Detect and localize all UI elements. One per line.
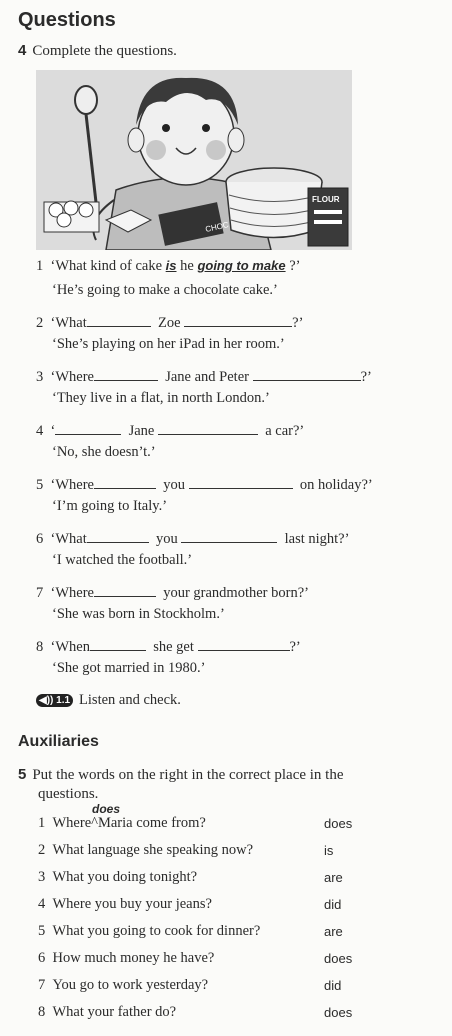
audio-track-badge[interactable]: ◀)) 1.1 <box>36 694 73 707</box>
question-8: 8 ‘When she get ?’ <box>36 636 301 656</box>
question-2: 2 ‘What Zoe ?’ <box>36 312 303 332</box>
answer-3: ‘They live in a flat, in north London.’ <box>52 390 270 406</box>
question-5: 5 ‘Where you on holiday?’ <box>36 474 373 494</box>
answer-blank[interactable] <box>90 636 146 651</box>
answer-1: ‘He’s going to make a chocolate cake.’ <box>52 282 278 298</box>
question-1: 1 ‘What kind of cake is he going to make ?’ <box>36 258 301 274</box>
answer-2: ‘She’s playing on her iPad in her room.’ <box>52 336 285 352</box>
aux-word: is <box>324 843 334 858</box>
aux-question-7: 7 You go to work yesterday? <box>38 977 209 993</box>
listen-and-check[interactable]: ◀)) 1.1 Listen and check. <box>36 692 181 709</box>
aux-question-5: 5 What you going to cook for dinner? <box>38 923 261 939</box>
boy-baking-illustration <box>36 70 352 250</box>
answer-blank[interactable] <box>94 366 158 381</box>
answer-blank[interactable] <box>189 474 293 489</box>
insertion-caret-icon: ^ <box>91 815 98 831</box>
choc-label: CHOC <box>204 220 230 234</box>
aux-word: did <box>324 978 342 993</box>
inserted-word: does <box>92 802 121 816</box>
exercise-number: 4 <box>18 42 27 59</box>
answer-blank[interactable] <box>55 420 121 435</box>
instruction-text: Complete the questions. <box>32 43 177 59</box>
exercise-number: 5 <box>18 766 27 783</box>
question-4: 4 ‘ Jane a car?’ <box>36 420 304 440</box>
aux-word: did <box>324 897 342 912</box>
flour-label: FLOUR <box>312 195 340 204</box>
answer-fill: going to make <box>197 258 286 273</box>
exercise-5-instruction-line-1: 5 Put the words on the right in the correct place in the <box>18 766 344 783</box>
aux-question-3: 3 What you doing tonight? <box>38 869 198 885</box>
aux-word: does <box>324 816 353 831</box>
spoon-icon <box>75 86 97 114</box>
question-3: 3 ‘Where Jane and Peter ?’ <box>36 366 372 386</box>
answer-blank[interactable] <box>158 420 258 435</box>
speaker-icon: ◀)) <box>39 695 54 706</box>
aux-question-8: 8 What your father do? <box>38 1004 177 1020</box>
answer-blank[interactable] <box>94 474 156 489</box>
answer-blank[interactable] <box>87 528 149 543</box>
aux-question-1: 1 Where^Maria come from? <box>38 815 206 831</box>
aux-question-2: 2 What language she speaking now? <box>38 842 254 858</box>
aux-word: does <box>324 951 353 966</box>
answer-8: ‘She got married in 1980.’ <box>52 660 206 676</box>
question-6: 6 ‘What you last night?’ <box>36 528 349 548</box>
answer-blank[interactable] <box>198 636 290 651</box>
answer-7: ‘She was born in Stockholm.’ <box>52 606 225 622</box>
answer-4: ‘No, she doesn’t.’ <box>52 444 156 460</box>
section-title-questions: Questions <box>18 9 116 31</box>
aux-question-4: 4 Where you buy your jeans? <box>38 896 212 912</box>
aux-question-6: 6 How much money he have? <box>38 950 215 966</box>
exercise-5-instruction-line-2: questions. <box>38 786 99 802</box>
answer-5: ‘I’m going to Italy.’ <box>52 498 168 514</box>
question-7: 7 ‘Where your grandmother born?’ <box>36 582 309 602</box>
answer-blank[interactable] <box>94 582 156 597</box>
exercise-4-instruction <box>18 42 177 60</box>
illustration-drawing <box>36 70 352 250</box>
section-title-auxiliaries: Auxiliaries <box>18 733 99 750</box>
aux-word: does <box>324 1005 353 1020</box>
answer-fill: is <box>165 258 177 273</box>
answer-blank[interactable] <box>253 366 361 381</box>
answer-blank[interactable] <box>184 312 292 327</box>
answer-blank[interactable] <box>181 528 277 543</box>
answer-6: ‘I watched the football.’ <box>52 552 193 568</box>
aux-word: are <box>324 924 343 939</box>
answer-blank[interactable] <box>87 312 151 327</box>
aux-word: are <box>324 870 343 885</box>
